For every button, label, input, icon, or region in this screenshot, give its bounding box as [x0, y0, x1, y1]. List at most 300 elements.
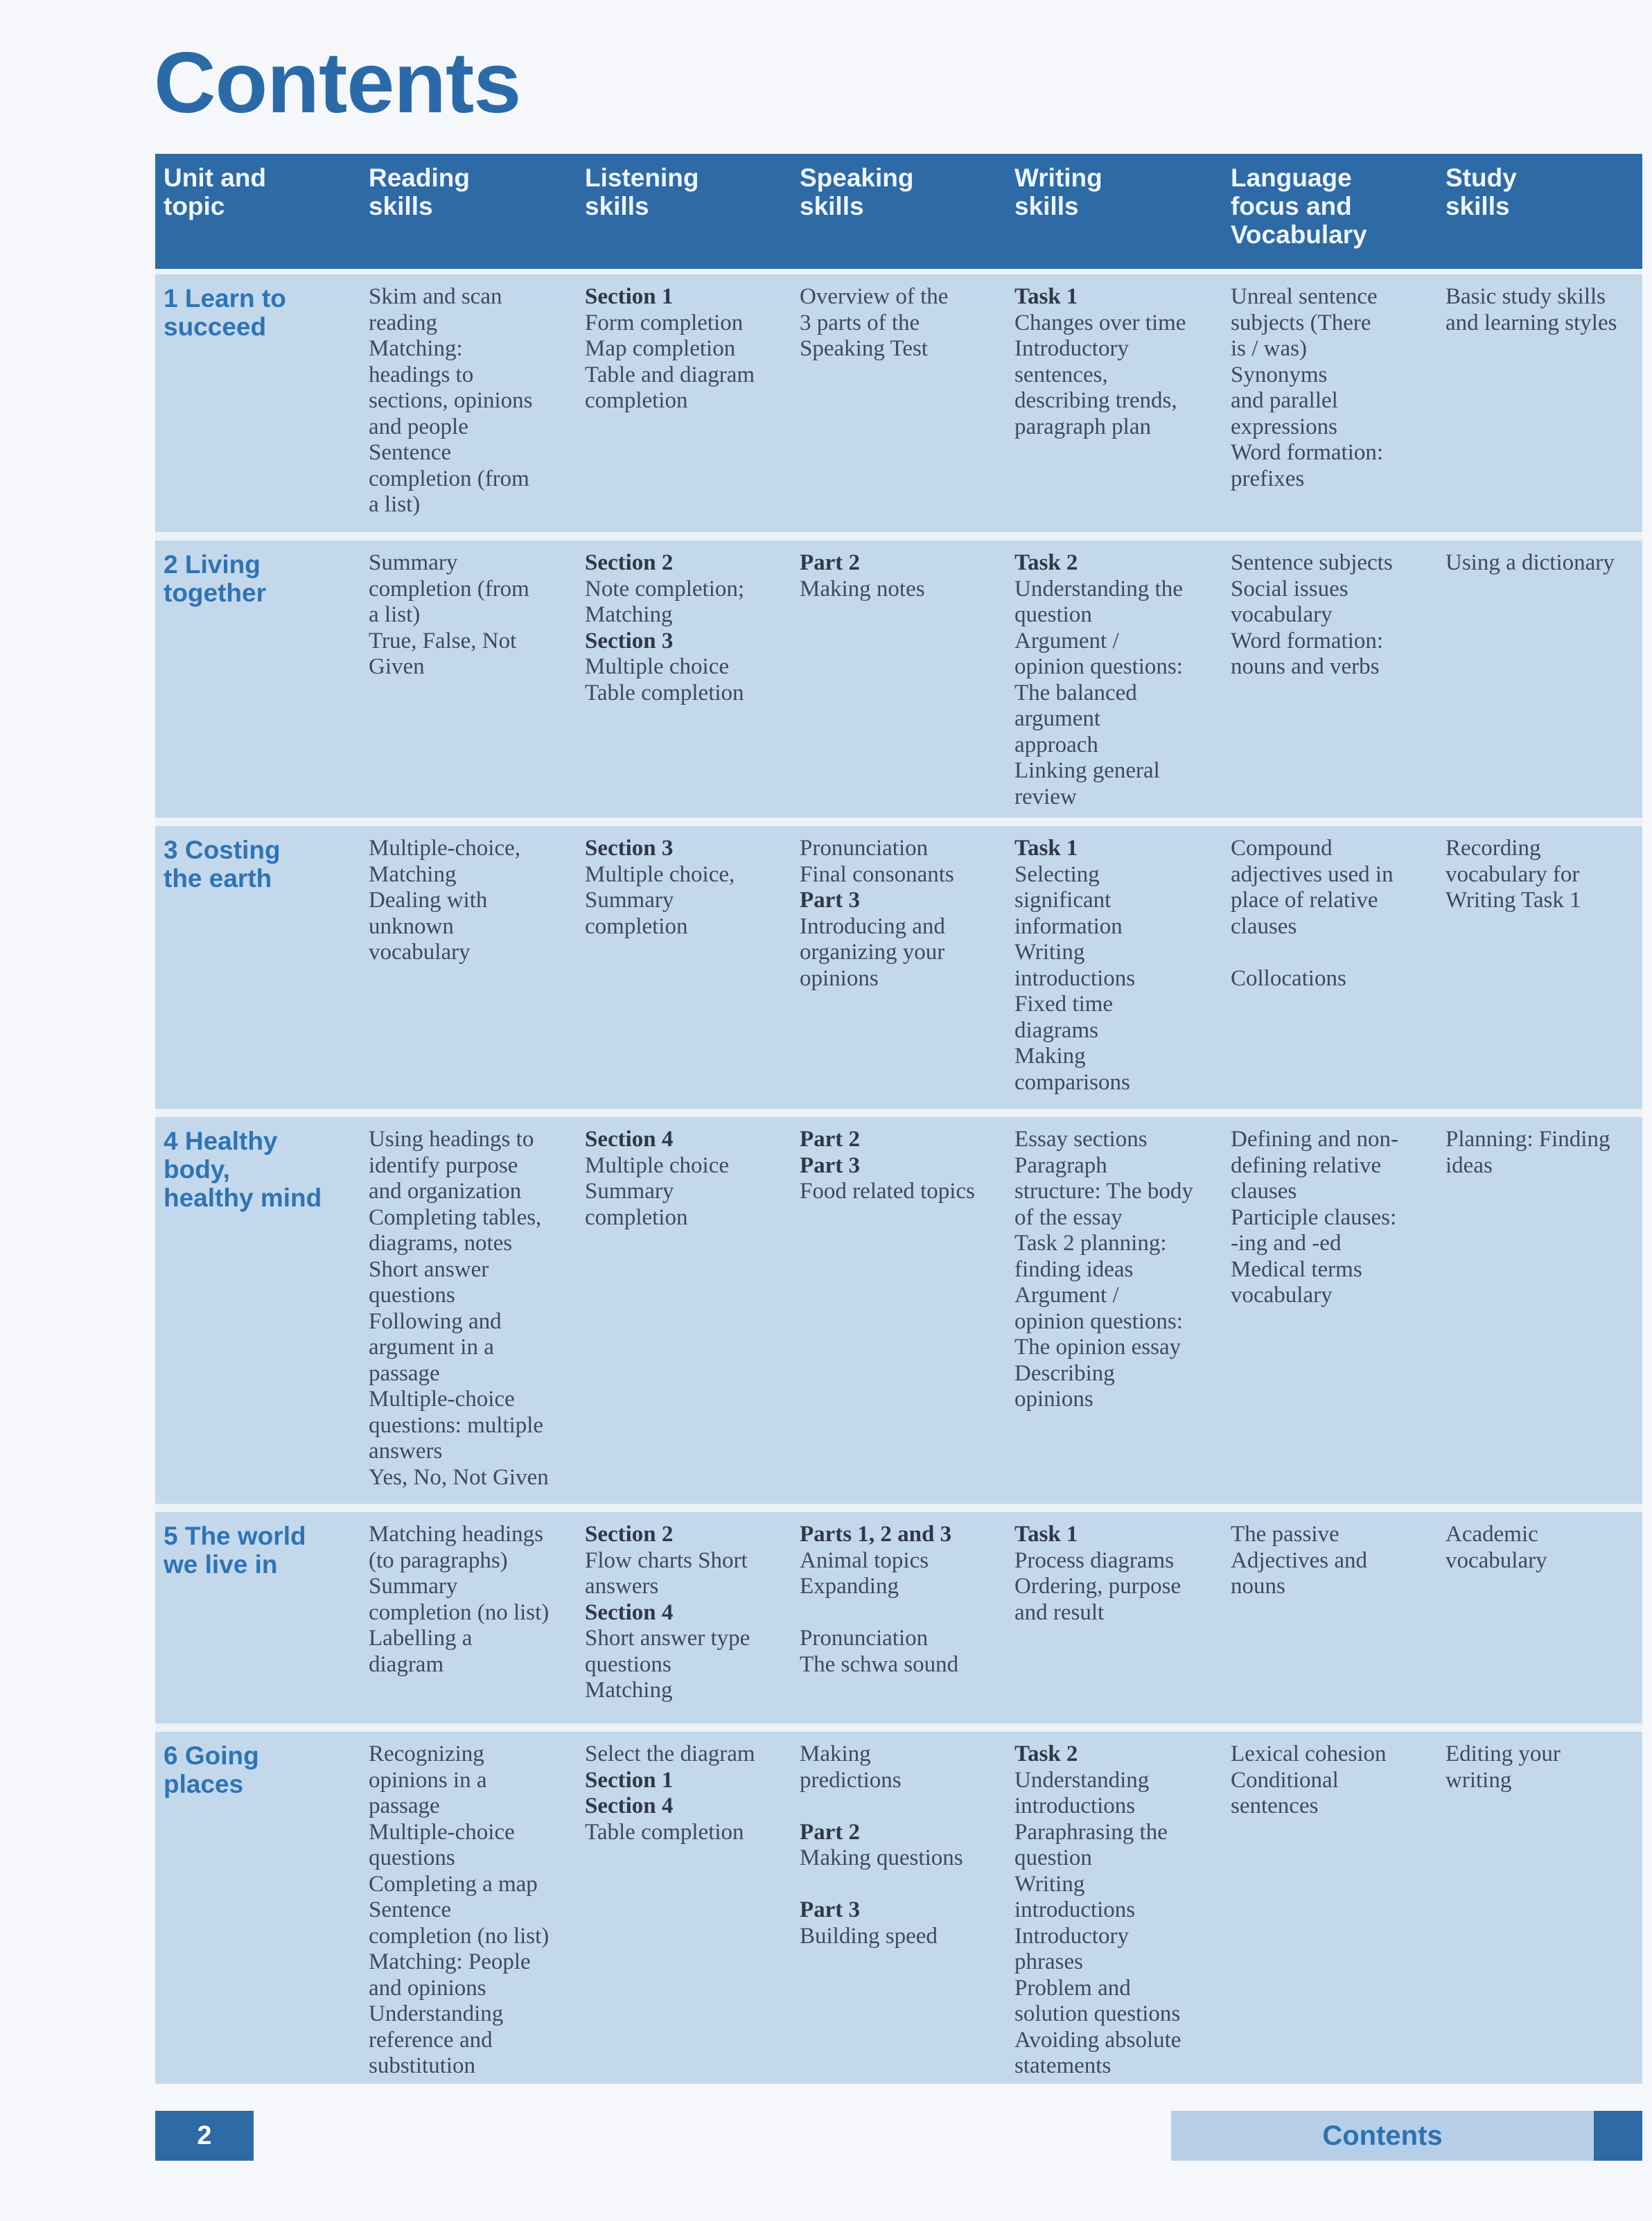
cell-subheading: Task 1 [1014, 284, 1078, 309]
cell-line: Summary [585, 888, 674, 913]
cell-line: and organization [369, 1179, 522, 1204]
row-divider [155, 1504, 1642, 1512]
cell-subheading: Parts 1, 2 and 3 [800, 1522, 952, 1547]
speaking-cell [791, 541, 1006, 602]
cell-line: paragraph plan [1014, 414, 1151, 439]
cell-line: 3 parts of the [800, 310, 920, 335]
cell-line: subjects (There [1231, 310, 1371, 335]
header-line: skills [1014, 192, 1079, 220]
cell-line: Paraphrasing the [1014, 1819, 1168, 1845]
cell-line: Animal topics [800, 1547, 929, 1573]
unit-title-line: 5 The world [164, 1522, 306, 1550]
speaking-cell [791, 1512, 1006, 1678]
cell-line: Participle clauses: [1231, 1204, 1397, 1230]
unit-title-cell [155, 826, 360, 893]
unit-title-line: together [164, 579, 266, 607]
cell-line: Understanding [369, 2001, 504, 2026]
cell-line: argument in a [369, 1335, 494, 1360]
cell-line: Argument / [1014, 628, 1119, 653]
cell-line: statements [1014, 2053, 1111, 2078]
cell-line: Problem and [1014, 1975, 1131, 2001]
unit-title-line: 3 Costing [164, 836, 281, 864]
cell-line: Note completion; [585, 576, 745, 602]
header-line: Reading [369, 164, 470, 192]
cell-line: sentences [1231, 1793, 1319, 1818]
header-line: Study [1446, 164, 1517, 192]
header-line: Speaking [800, 164, 914, 192]
cell-line: Matching: [369, 336, 463, 361]
cell-line: Avoiding absolute [1014, 2027, 1181, 2053]
cell-line: introductions [1014, 965, 1136, 991]
language-cell [1222, 541, 1437, 681]
study-cell [1437, 541, 1642, 577]
cell-line: adjectives used in [1231, 861, 1394, 887]
line-gap [800, 1793, 1002, 1820]
cell-line: Introducing and [800, 913, 945, 939]
cell-line: organizing your [800, 940, 945, 965]
cell-line: and parallel [1231, 388, 1338, 413]
cell-line: Essay sections [1014, 1127, 1148, 1152]
cell-line: Flow charts Short [585, 1547, 748, 1573]
cell-line: Food related topics [800, 1179, 975, 1204]
language-cell [1222, 1512, 1437, 1600]
cell-line: Final consonants [800, 861, 954, 887]
speaking-cell [791, 274, 1006, 362]
cell-line: Paragraph [1014, 1152, 1107, 1178]
cell-subheading: Section 3 [585, 628, 674, 653]
cell-subheading: Part 3 [800, 1897, 861, 1922]
cell-line: Using headings to [369, 1127, 534, 1152]
cell-line: Multiple-choice [369, 1387, 515, 1412]
listening-cell [577, 541, 791, 706]
cell-line: Table and diagram [585, 362, 755, 387]
study-cell [1437, 826, 1642, 914]
table-row [155, 274, 1642, 532]
cell-line: Defining and non- [1231, 1127, 1398, 1152]
header-cell [1006, 154, 1222, 220]
reading-cell [360, 274, 577, 518]
cell-subheading: Section 2 [585, 550, 674, 575]
cell-line: The schwa sound [800, 1651, 959, 1677]
header-line: Writing [1014, 164, 1102, 192]
cell-line: information [1014, 913, 1123, 939]
header-line: skills [800, 192, 864, 220]
cell-line: introductions [1014, 1793, 1136, 1818]
cell-subheading: Section 4 [585, 1793, 674, 1818]
cell-line: Making [800, 1741, 871, 1766]
cell-line: Collocations [1231, 965, 1346, 991]
cell-line: Form completion [585, 310, 744, 335]
table-row [155, 1512, 1642, 1723]
row-divider [155, 1723, 1642, 1732]
cell-line: introductions [1014, 1897, 1136, 1922]
cell-line: Dealing with [369, 888, 488, 913]
cell-line: defining relative [1231, 1152, 1382, 1178]
table-row [155, 541, 1642, 818]
cell-line: completion [585, 388, 688, 413]
cell-line: Pronunciation [800, 1626, 929, 1651]
row-divider [155, 1109, 1642, 1117]
reading-cell [360, 1512, 577, 1678]
cell-line: Labelling a [369, 1626, 473, 1651]
cell-line: questions [369, 1283, 455, 1308]
footer-label: Contents [1171, 2111, 1594, 2161]
header-line: topic [164, 192, 225, 220]
cell-line: unknown [369, 913, 454, 939]
cell-line: Writing [1014, 940, 1085, 965]
cell-line: Summary [369, 550, 458, 575]
language-cell [1222, 1117, 1437, 1309]
cell-line: finding ideas [1014, 1256, 1134, 1282]
cell-line: Fixed time [1014, 992, 1114, 1017]
cell-line: headings to [369, 362, 474, 387]
cell-line: (to paragraphs) [369, 1547, 508, 1573]
cell-line: Expanding [800, 1574, 899, 1599]
unit-title-line: healthy mind [164, 1184, 322, 1212]
cell-subheading: Section 4 [585, 1599, 674, 1625]
cell-line: questions: multiple [369, 1412, 544, 1438]
cell-subheading: Task 1 [1014, 836, 1078, 861]
table-row [155, 1732, 1642, 2084]
footer-accent-block [1594, 2111, 1642, 2161]
unit-title-line: 6 Going [164, 1741, 259, 1770]
cell-line: Matching [585, 1678, 673, 1703]
cell-line: and result [1014, 1599, 1105, 1625]
study-cell [1437, 1732, 1642, 1793]
cell-line: Social issues [1231, 576, 1348, 602]
cell-line: Writing Task 1 [1446, 888, 1581, 913]
cell-line: Describing [1014, 1360, 1115, 1386]
unit-title-cell [155, 1117, 360, 1212]
line-gap [800, 1600, 1002, 1626]
cell-line: writing [1446, 1767, 1512, 1793]
cell-line: opinions [800, 965, 879, 991]
cell-line: Multiple choice [585, 654, 730, 679]
cell-line: diagrams [1014, 1017, 1098, 1043]
cell-line: Sentence [369, 440, 452, 465]
cell-line: solution questions [1014, 2001, 1181, 2026]
cell-subheading: Part 2 [800, 1819, 861, 1845]
cell-line: of the essay [1014, 1204, 1123, 1230]
cell-line: Process diagrams [1014, 1547, 1175, 1573]
header-line: skills [1446, 192, 1510, 220]
cell-line: place of relative [1231, 888, 1378, 913]
table-row [155, 826, 1642, 1109]
cell-line: questions [369, 1845, 455, 1870]
cell-line: review [1014, 784, 1077, 809]
listening-cell [577, 1732, 791, 1845]
cell-line: Yes, No, Not Given [369, 1464, 549, 1490]
cell-line: opinions in a [369, 1767, 487, 1793]
cell-line: answers [585, 1574, 659, 1599]
unit-title-cell [155, 1512, 360, 1579]
cell-line: and people [369, 414, 468, 439]
unit-title-line: 1 Learn to [164, 284, 286, 313]
cell-line: Matching [585, 602, 673, 627]
cell-line: Table completion [585, 680, 744, 705]
cell-line: prefixes [1231, 466, 1305, 491]
header-cell [1437, 154, 1642, 220]
cell-line: Map completion [585, 336, 736, 361]
cell-line: The passive [1231, 1522, 1339, 1547]
cell-line: Short answer [369, 1256, 489, 1282]
cell-line: comparisons [1014, 1069, 1130, 1095]
cell-line: Multiple-choice, [369, 836, 521, 861]
cell-line: passage [369, 1360, 440, 1386]
speaking-cell [791, 1732, 1006, 1949]
header-line: Vocabulary [1231, 220, 1367, 249]
cell-line: completion (from [369, 576, 529, 602]
cell-subheading: Part 2 [800, 1127, 861, 1152]
unit-title-line: succeed [164, 313, 267, 341]
cell-subheading: Section 1 [585, 1767, 674, 1793]
cell-line: Multiple-choice [369, 1819, 515, 1845]
cell-line: a list) [369, 602, 421, 627]
cell-line: significant [1014, 888, 1111, 913]
cell-line: completion (no list) [369, 1599, 550, 1625]
header-line: Unit and [164, 164, 266, 192]
cell-line: True, False, Not [369, 628, 517, 653]
cell-subheading: Task 2 [1014, 1741, 1078, 1766]
cell-line: Sentence [369, 1897, 452, 1922]
cell-line: Selecting [1014, 861, 1100, 887]
cell-line: Short answer type [585, 1626, 750, 1651]
header-line: skills [585, 192, 649, 220]
table-row [155, 1117, 1642, 1504]
listening-cell [577, 274, 791, 414]
listening-cell [577, 1512, 791, 1704]
cell-line: Table completion [585, 1819, 744, 1845]
cell-line: Word formation: [1231, 440, 1384, 465]
cell-line: Using a dictionary [1446, 550, 1615, 575]
row-divider [155, 269, 1642, 274]
line-gap [800, 1872, 1002, 1898]
cell-line: The balanced [1014, 680, 1137, 705]
cell-line: Making [1014, 1044, 1086, 1069]
header-line: focus and [1231, 192, 1352, 220]
cell-line: diagram [369, 1651, 444, 1677]
cell-line: Multiple choice, [585, 861, 735, 887]
cell-line: Multiple choice [585, 1152, 730, 1178]
cell-line: expressions [1231, 414, 1337, 439]
writing-cell [1006, 1732, 1222, 2080]
cell-subheading: Section 1 [585, 284, 674, 309]
cell-line: structure: The body [1014, 1179, 1193, 1204]
cell-line: Pronunciation [800, 836, 929, 861]
cell-line: nouns [1231, 1574, 1285, 1599]
unit-title-line: the earth [164, 864, 272, 893]
reading-cell [360, 1732, 577, 2080]
cell-line: Task 2 planning: [1014, 1231, 1167, 1256]
cell-line: and learning styles [1446, 310, 1617, 335]
cell-line: Select the diagram [585, 1741, 755, 1766]
cell-line: Summary [585, 1179, 674, 1204]
unit-title-cell [155, 274, 360, 341]
cell-line: reading [369, 310, 437, 335]
cell-line: phrases [1014, 1949, 1083, 1974]
line-gap [1231, 940, 1433, 966]
cell-line: Editing your [1446, 1741, 1561, 1766]
cell-line: predictions [800, 1767, 902, 1793]
study-cell [1437, 1512, 1642, 1574]
cell-line: Planning: Finding [1446, 1127, 1610, 1152]
cell-line: Introductory [1014, 1923, 1129, 1949]
header-cell [360, 154, 577, 220]
cell-line: Completing tables, [369, 1204, 542, 1230]
cell-line: Introductory [1014, 336, 1129, 361]
page-title: Contents [154, 35, 521, 131]
cell-line: questions [585, 1651, 671, 1677]
unit-title-cell [155, 1732, 360, 1798]
writing-cell [1006, 1512, 1222, 1626]
writing-cell [1006, 274, 1222, 440]
cell-line: Sentence subjects [1231, 550, 1393, 575]
cell-line: ideas [1446, 1152, 1493, 1178]
cell-line: Recognizing [369, 1741, 484, 1766]
cell-line: Overview of the [800, 284, 949, 309]
header-cell [577, 154, 791, 220]
cell-line: Lexical cohesion [1231, 1741, 1387, 1766]
cell-line: Writing [1014, 1871, 1085, 1897]
cell-line: Recording [1446, 836, 1541, 861]
cell-line: completion [585, 1204, 688, 1230]
contents-table [155, 154, 1642, 2084]
cell-line: and opinions [369, 1975, 486, 2001]
speaking-cell [791, 826, 1006, 992]
cell-line: opinions [1014, 1387, 1093, 1412]
cell-line: Matching headings [369, 1522, 544, 1547]
cell-line: a list) [369, 492, 421, 517]
cell-line: -ing and -ed [1231, 1231, 1342, 1256]
cell-line: Given [369, 654, 425, 679]
unit-title-line: 2 Living [164, 550, 261, 579]
unit-title-cell [155, 541, 360, 607]
cell-line: completion (from [369, 466, 529, 491]
cell-line: vocabulary [1446, 1547, 1547, 1573]
speaking-cell [791, 1117, 1006, 1205]
study-cell [1437, 1117, 1642, 1179]
cell-line: Ordering, purpose [1014, 1574, 1181, 1599]
cell-line: Skim and scan [369, 284, 502, 309]
cell-subheading: Section 3 [585, 836, 674, 861]
cell-subheading: Part 2 [800, 550, 861, 575]
reading-cell [360, 1117, 577, 1491]
cell-line: Conditional [1231, 1767, 1339, 1793]
cell-line: Changes over time [1014, 310, 1186, 335]
language-cell [1222, 826, 1437, 992]
cell-line: Making questions [800, 1845, 963, 1870]
cell-line: Speaking Test [800, 336, 928, 361]
cell-line: is / was) [1231, 336, 1307, 361]
cell-line: identify purpose [369, 1152, 518, 1178]
reading-cell [360, 826, 577, 966]
table-body [155, 269, 1642, 2084]
cell-subheading: Section 4 [585, 1127, 674, 1152]
header-line: Language [1231, 164, 1352, 192]
cell-line: clauses [1231, 1179, 1297, 1204]
table-header-row [155, 154, 1642, 269]
cell-subheading: Task 2 [1014, 550, 1078, 575]
language-cell [1222, 274, 1437, 492]
cell-line: substitution [369, 2053, 476, 2078]
writing-cell [1006, 826, 1222, 1096]
cell-line: The opinion essay [1014, 1335, 1181, 1360]
cell-line: Unreal sentence [1231, 284, 1378, 309]
writing-cell [1006, 1117, 1222, 1413]
cell-line: nouns and verbs [1231, 654, 1380, 679]
cell-subheading: Section 2 [585, 1522, 674, 1547]
row-divider [155, 532, 1642, 541]
row-divider [155, 818, 1642, 826]
cell-line: vocabulary [1231, 602, 1333, 627]
cell-line: Matching [369, 861, 457, 887]
cell-line: sentences, [1014, 362, 1108, 387]
page-number: 2 [155, 2111, 254, 2161]
cell-line: Understanding [1014, 1767, 1150, 1793]
cell-subheading: Task 1 [1014, 1522, 1078, 1547]
cell-line: Argument / [1014, 1283, 1119, 1308]
header-cell [791, 154, 1006, 220]
language-cell [1222, 1732, 1437, 1820]
cell-line: opinion questions: [1014, 1308, 1183, 1334]
cell-line: Word formation: [1231, 628, 1384, 653]
writing-cell [1006, 541, 1222, 810]
cell-line: Making notes [800, 576, 925, 602]
cell-line: Completing a map [369, 1871, 538, 1897]
cell-line: argument [1014, 706, 1101, 731]
cell-line: Compound [1231, 836, 1333, 861]
cell-line: Building speed [800, 1923, 938, 1949]
unit-title-line: we live in [164, 1550, 278, 1579]
cell-line: clauses [1231, 913, 1297, 939]
cell-line: vocabulary [1231, 1283, 1333, 1308]
cell-line: Medical terms [1231, 1256, 1362, 1282]
cell-line: opinion questions: [1014, 654, 1183, 679]
unit-title-line: 4 Healthy [164, 1127, 278, 1155]
cell-line: reference and [369, 2027, 493, 2053]
listening-cell [577, 826, 791, 940]
reading-cell [360, 541, 577, 681]
header-line: Listening [585, 164, 699, 192]
cell-line: Adjectives and [1231, 1547, 1368, 1573]
cell-line: vocabulary for [1446, 861, 1580, 887]
cell-line: completion [585, 913, 688, 939]
cell-line: vocabulary [369, 940, 471, 965]
cell-line: question [1014, 1845, 1092, 1870]
header-cell [155, 154, 360, 220]
cell-line: approach [1014, 732, 1098, 757]
cell-line: Academic [1446, 1522, 1538, 1547]
study-cell [1437, 274, 1642, 336]
cell-line: Matching: People [369, 1949, 531, 1974]
cell-line: Synonyms [1231, 362, 1328, 387]
cell-line: Understanding the [1014, 576, 1183, 602]
cell-line: sections, opinions [369, 388, 533, 413]
cell-line: diagrams, notes [369, 1231, 513, 1256]
cell-line: completion (no list) [369, 1923, 550, 1949]
cell-line: Basic study skills [1446, 284, 1606, 309]
cell-line: Summary [369, 1574, 458, 1599]
cell-subheading: Part 3 [800, 888, 861, 913]
unit-title-line: places [164, 1770, 244, 1798]
header-line: skills [369, 192, 433, 220]
cell-line: describing trends, [1014, 388, 1177, 413]
cell-line: answers [369, 1439, 443, 1464]
cell-line: Linking general [1014, 758, 1160, 783]
cell-line: Following and [369, 1308, 502, 1334]
cell-line: passage [369, 1793, 440, 1818]
cell-line: question [1014, 602, 1092, 627]
